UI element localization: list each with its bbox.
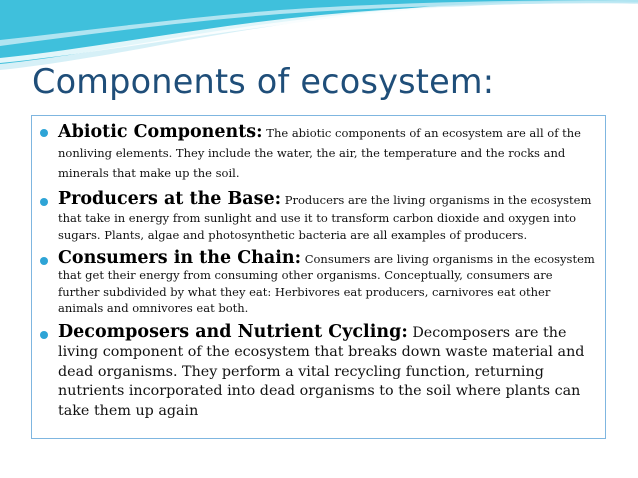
bullet-icon	[40, 257, 48, 265]
bullet-icon	[40, 198, 48, 206]
bullet-text: Consumers are living organisms in the ecosystem that get their energy from consuming other organisms. Conceptually, consumers are further subdivided by what they eat: Herbivores eat producers, carnivores eat other animals and omnivores eat both.	[58, 251, 595, 315]
bullet-producers	[32, 191, 597, 245]
bullet-text: Producers are the living organisms in the ecosystem that take in energy from sunlight and use it to transform carbon dioxide and oxygen into sugars. Plants, algae and photosynthetic bacteria are all examples of producers.	[58, 193, 592, 242]
bullet-consumers	[32, 247, 597, 317]
bullet-heading: Abiotic Components:	[58, 122, 263, 142]
bullet-decomposers	[32, 323, 597, 422]
slide-title: Components of ecosystem:	[32, 62, 495, 101]
bullet-heading: Consumers in the Chain:	[58, 247, 302, 268]
bullet-text: The abiotic components of an ecosystem are all of the nonliving elements. They include the water, the air, the temperature and the rocks and minerals that make up the soil.	[58, 126, 581, 180]
bullet-icon	[40, 331, 48, 339]
bullet-list	[32, 116, 605, 421]
bullet-heading: Decomposers and Nutrient Cycling:	[58, 321, 408, 342]
bullet-heading: Producers at the Base:	[58, 189, 282, 209]
content-box	[31, 115, 606, 439]
bullet-text: Decomposers are the living component of the ecosystem that breaks down waste material and dead organisms. They perform a vital recycling function, returning nutrients incorporated into dead organisms to the soil where plants can take them up again	[58, 324, 585, 419]
bullet-abiotic	[32, 122, 597, 183]
bullet-icon	[40, 129, 48, 137]
